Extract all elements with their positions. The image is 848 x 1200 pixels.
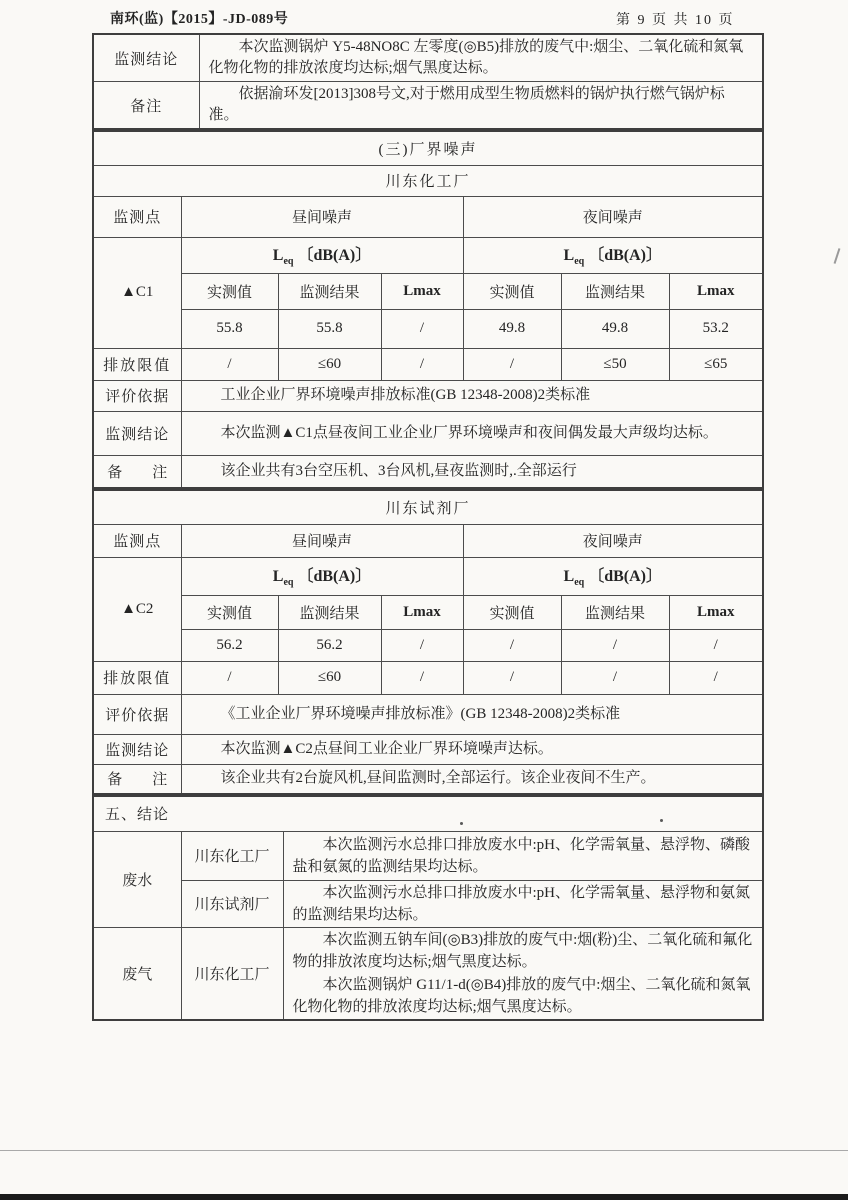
scan-speck	[660, 819, 663, 822]
factory-name: 川东化工厂	[93, 165, 763, 196]
wastewater-text-cell	[283, 831, 763, 880]
limit-lmax-day: /	[381, 661, 463, 694]
limit-measured-day: /	[181, 661, 278, 694]
category-wastegas: 废气	[93, 927, 181, 1020]
row-label-note: 备 注	[93, 764, 181, 794]
leq-sub: eq	[283, 256, 294, 268]
wastegas-paragraph-1: 本次监测五钠车间(◎B3)排放的废气中:烟(粉)尘、二氧化硫和氟化物的排放浓度均达标;烟气黑度达标。	[292, 931, 753, 970]
section-title: (三)厂界噪声	[93, 131, 763, 165]
limit-lmax-night: ≤65	[669, 348, 763, 380]
monitor-point-id: ▲C1	[93, 237, 181, 348]
leq-base: L	[272, 568, 284, 586]
leq-header-day	[181, 557, 463, 595]
value-measured-night: 49.8	[463, 309, 561, 348]
limit-lmax-day: /	[381, 348, 463, 380]
note-cell	[181, 764, 763, 794]
leq-unit: 〔dB(A)〕	[297, 247, 372, 265]
conclusion-cell	[181, 411, 763, 455]
limit-measured-night: /	[463, 661, 561, 694]
limit-measured-night: /	[463, 348, 561, 380]
basis-text: 工业企业厂界环境噪声排放标准(GB 12348-2008)2类标准	[220, 387, 591, 403]
subheader-lmax-night: Lmax	[669, 595, 763, 629]
basis-cell	[181, 694, 763, 734]
boiler-summary-table	[92, 33, 764, 130]
leq-base: L	[563, 247, 575, 265]
wastewater-text: 本次监测污水总排口排放废水中:pH、化学需氧量、悬浮物和氨氮的监测结果均达标。	[292, 884, 751, 923]
leq-unit: 〔dB(A)〕	[588, 568, 662, 586]
subheader-lmax-day: Lmax	[381, 273, 463, 309]
factory-name: 川东化工厂	[181, 927, 283, 1020]
row-label-basis: 评价依据	[93, 380, 181, 411]
subheader-result-night: 监测结果	[561, 273, 669, 309]
leq-base: L	[272, 247, 284, 265]
leq-header-night	[463, 557, 763, 595]
report-tables	[92, 33, 764, 1021]
factory-name: 川东化工厂	[181, 831, 283, 880]
row-label-conclusion: 监测结论	[93, 734, 181, 764]
basis-text: 《工业企业厂界环境噪声排放标准》(GB 12348-2008)2类标准	[220, 705, 621, 722]
value-lmax-night: /	[669, 629, 763, 661]
col-header-day: 昼间噪声	[181, 196, 463, 237]
subheader-measured-night: 实测值	[463, 273, 561, 309]
factory-name: 川东试剂厂	[181, 880, 283, 927]
wastewater-text-cell	[283, 880, 763, 927]
subheader-measured-night: 实测值	[463, 595, 561, 629]
note-cell	[181, 455, 763, 488]
conclusion-cell	[181, 734, 763, 764]
wastegas-text-cell	[283, 927, 763, 1020]
note-text-cell	[199, 82, 763, 130]
factory-name: 川东试剂厂	[93, 490, 763, 524]
subheader-lmax-night: Lmax	[669, 273, 763, 309]
value-lmax-day: /	[381, 309, 463, 348]
col-header-day: 昼间噪声	[181, 524, 463, 557]
row-label-limit: 排放限值	[93, 661, 181, 694]
leq-header-day	[181, 237, 463, 273]
subheader-lmax-day: Lmax	[381, 595, 463, 629]
noise-table-chuandong-chemical	[92, 130, 764, 489]
conclusion-text: 本次监测▲C1点昼夜间工业企业厂界环境噪声和夜间偶发最大声级均达标。	[220, 424, 718, 441]
document-number: 南环(监)【2015】-JD-089号	[110, 12, 289, 27]
row-label-limit: 排放限值	[93, 348, 181, 380]
category-wastewater: 废水	[93, 831, 181, 927]
value-result-night: 49.8	[561, 309, 669, 348]
conclusion-text: 本次监测▲C2点昼间工业企业厂界环境噪声达标。	[220, 740, 553, 757]
final-conclusion-table	[92, 795, 764, 1021]
value-result-day: 56.2	[278, 629, 381, 661]
value-result-day: 55.8	[278, 309, 381, 348]
row-label-note: 备 注	[93, 455, 181, 488]
col-header-point: 监测点	[93, 524, 181, 557]
leq-base: L	[563, 568, 575, 586]
subheader-result-day: 监测结果	[278, 595, 381, 629]
leq-sub: eq	[283, 577, 294, 589]
value-measured-day: 56.2	[181, 629, 278, 661]
value-lmax-night: 53.2	[669, 309, 763, 348]
limit-measured-day: /	[181, 348, 278, 380]
note-text: 依据渝环发[2013]308号文,对于燃用成型生物质燃料的锅炉执行燃气锅炉标准。	[208, 86, 725, 123]
conclusion-section-title: 五、结论	[93, 796, 763, 831]
scan-speck	[460, 822, 463, 825]
row-label-conclusion: 监测结论	[93, 411, 181, 455]
leq-unit: 〔dB(A)〕	[297, 568, 372, 586]
limit-result-day: ≤60	[278, 348, 381, 380]
page-indicator: 第 9 页 共 10 页	[616, 13, 735, 28]
limit-result-day: ≤60	[278, 661, 381, 694]
limit-lmax-night: /	[669, 661, 763, 694]
value-result-night: /	[561, 629, 669, 661]
row-label-conclusion: 监测结论	[93, 34, 199, 82]
scan-edge-line	[0, 1150, 848, 1151]
conclusion-text: 本次监测锅炉 Y5-48NO8C 左零度(◎B5)排放的废气中:烟尘、二氧化硫和氮氧化物化物的排放浓度均达标;烟气黑度达标。	[208, 39, 744, 76]
subheader-result-day: 监测结果	[278, 273, 381, 309]
subheader-measured-day: 实测值	[181, 273, 278, 309]
limit-result-night: ≤50	[561, 348, 669, 380]
col-header-point: 监测点	[93, 196, 181, 237]
col-header-night: 夜间噪声	[463, 524, 763, 557]
value-measured-night: /	[463, 629, 561, 661]
note-text: 该企业共有2台旋风机,昼间监测时,全部运行。该企业夜间不生产。	[220, 770, 656, 787]
note-text: 该企业共有3台空压机、3台风机,昼夜监测时,.全部运行	[220, 462, 577, 479]
monitor-point-id: ▲C2	[93, 557, 181, 661]
row-label-note: 备注	[93, 82, 199, 130]
leq-unit: 〔dB(A)〕	[588, 247, 662, 265]
basis-cell	[181, 380, 763, 411]
scan-bottom-band	[0, 1194, 848, 1200]
noise-table-chuandong-reagent	[92, 489, 764, 795]
wastewater-text: 本次监测污水总排口排放废水中:pH、化学需氧量、悬浮物、磷酸盐和氨氮的监测结果均达标。	[292, 836, 751, 875]
leq-sub: eq	[574, 256, 585, 268]
row-label-basis: 评价依据	[93, 694, 181, 734]
conclusion-text-cell	[199, 34, 763, 82]
wastegas-paragraph-2: 本次监测锅炉 G11/1-d(◎B4)排放的废气中:烟尘、二氧化硫和氮氧化物化物的排放浓度均达标;烟气黑度达标。	[292, 976, 751, 1015]
value-measured-day: 55.8	[181, 309, 278, 348]
leq-sub: eq	[574, 577, 585, 589]
col-header-night: 夜间噪声	[463, 196, 763, 237]
subheader-measured-day: 实测值	[181, 595, 278, 629]
value-lmax-day: /	[381, 629, 463, 661]
leq-header-night	[463, 237, 763, 273]
limit-result-night: /	[561, 661, 669, 694]
subheader-result-night: 监测结果	[561, 595, 669, 629]
